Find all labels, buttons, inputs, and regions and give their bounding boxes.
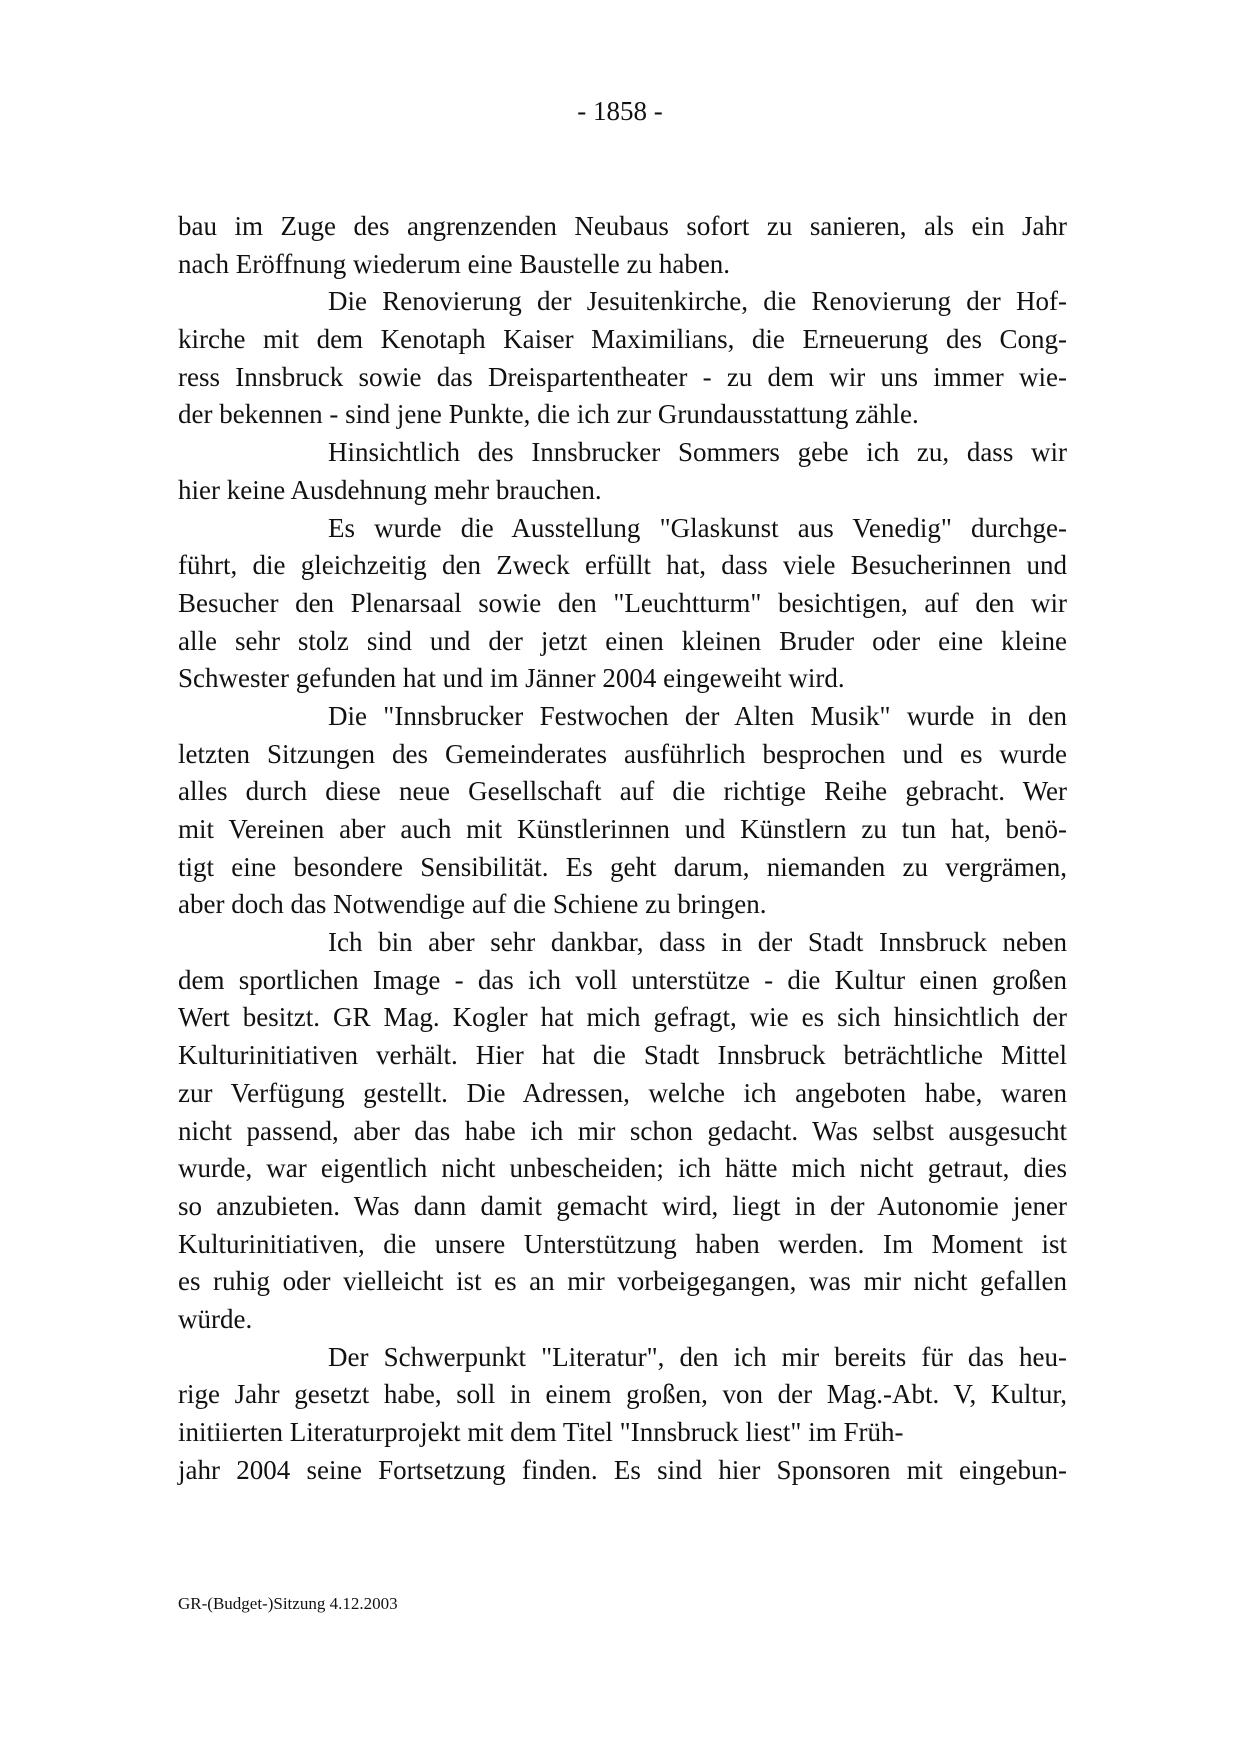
text-line: Die Renovierung der Jesuitenkirche, die Renovierung der Hof- [328, 286, 1067, 317]
text-line: Schwester gefunden hat und im Jänner 2004 eingeweiht wird. [178, 663, 845, 694]
text-line: Es wurde die Ausstellung "Glaskunst aus Venedig" durchge- [328, 512, 1067, 543]
text-line: dem sportlichen Image - das ich voll unterstütze - die Kultur einen großen [178, 964, 1067, 995]
page-number: - 1858 - [577, 96, 663, 126]
text-line: kirche mit dem Kenotaph Kaiser Maximilians, die Erneuerung des Cong- [178, 324, 1067, 355]
text-line: Hinsichtlich des Innsbrucker Sommers gebe ich zu, dass wir [328, 437, 1067, 468]
text-line: aber doch das Notwendige auf die Schiene zu bringen. [178, 889, 767, 920]
text-line: Die "Innsbrucker Festwochen der Alten Musik" wurde in den [328, 700, 1067, 731]
text-line: mit Vereinen aber auch mit Künstlerinnen und Künstlern zu tun hat, benö- [178, 814, 1067, 844]
text-line: ress Innsbruck sowie das Dreispartentheater - zu dem wir uns immer wie- [178, 361, 1067, 392]
text-line: alles durch diese neue Gesellschaft auf die richtige Reihe gebracht. Wer [178, 776, 1067, 807]
text-line: initiierten Literaturprojekt mit dem Titel "Innsbruck liest" im Früh- [178, 1417, 904, 1447]
text-line: Der Schwerpunkt "Literatur", den ich mir bereits für das heu- [328, 1341, 1067, 1372]
text-line: hier keine Ausdehnung mehr brauchen. [178, 474, 602, 505]
text-line: es ruhig oder vielleicht ist es an mir vorbeigegangen, was mir nicht gefallen [178, 1266, 1067, 1297]
text-line: so anzubieten. Was dann damit gemacht wird, liegt in der Autonomie jener [178, 1190, 1067, 1221]
text-line: Kulturinitiativen, die unsere Unterstützung haben werden. Im Moment ist [178, 1228, 1067, 1259]
text-line: nach Eröffnung wiederum eine Baustelle zu haben. [178, 248, 731, 279]
text-line: der bekennen - sind jene Punkte, die ich zur Grundausstattung zähle. [178, 399, 919, 430]
text-line: führt, die gleichzeitig den Zweck erfüllt hat, dass viele Besucherinnen und [178, 550, 1067, 581]
text-line: wurde, war eigentlich nicht unbescheiden; ich hätte mich nicht getraut, dies [178, 1153, 1067, 1184]
text-line: Wert besitzt. GR Mag. Kogler hat mich gefragt, wie es sich hinsichtlich der [178, 1002, 1067, 1033]
text-line: bau im Zuge des angrenzenden Neubaus sofort zu sanieren, als ein Jahr [178, 211, 1067, 241]
text-line: tigt eine besondere Sensibilität. Es geht darum, niemanden zu vergrämen, [178, 851, 1067, 882]
text-line: nicht passend, aber das habe ich mir schon gedacht. Was selbst ausgesucht [178, 1115, 1067, 1146]
text-line: Besucher den Plenarsaal sowie den "Leuchtturm" besichtigen, auf den wir [178, 587, 1067, 618]
text-line: rige Jahr gesetzt habe, soll in einem großen, von der Mag.-Abt. V, Kultur, [178, 1379, 1067, 1410]
footer-session-label: GR-(Budget-)Sitzung 4.12.2003 [178, 1594, 398, 1613]
body-text [178, 208, 1067, 1489]
text-line: alle sehr stolz sind und der jetzt einen kleinen Bruder oder eine kleine [178, 625, 1067, 656]
text-line: Ich bin aber sehr dankbar, dass in der Stadt Innsbruck neben [328, 927, 1067, 958]
text-line: würde. [178, 1303, 253, 1334]
text-line: zur Verfügung gestellt. Die Adressen, welche ich angeboten habe, waren [178, 1077, 1067, 1108]
text-line: letzten Sitzungen des Gemeinderates ausführlich besprochen und es wurde [178, 738, 1067, 769]
text-line: jahr 2004 seine Fortsetzung finden. Es sind hier Sponsoren mit eingebun- [178, 1454, 1067, 1485]
text-line: Kulturinitiativen verhält. Hier hat die Stadt Innsbruck beträchtliche Mittel [178, 1040, 1067, 1071]
